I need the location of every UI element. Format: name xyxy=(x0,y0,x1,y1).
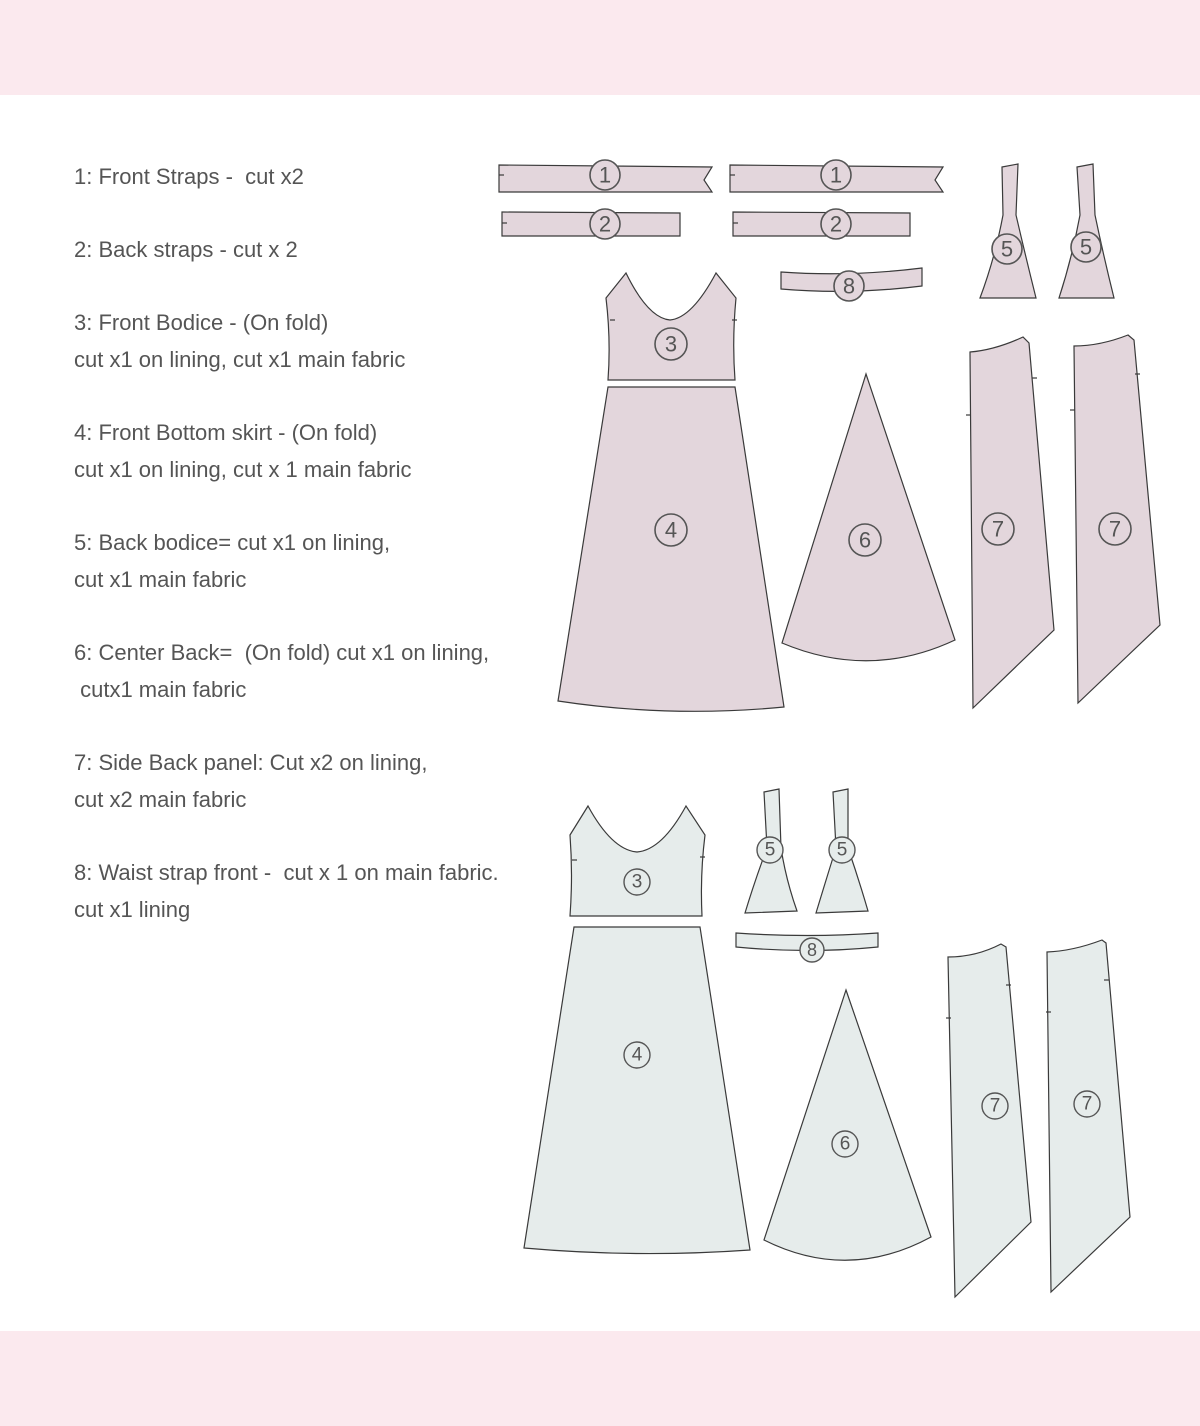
piece-side-back-panel xyxy=(948,944,1031,1297)
legend-line: 2: Back straps - cut x 2 xyxy=(74,237,298,262)
piece-number: 8 xyxy=(842,273,856,299)
piece-number-badge xyxy=(834,271,864,301)
piece-number: 4 xyxy=(664,517,678,543)
piece-number: 7 xyxy=(991,516,1005,542)
legend-line: cut x2 main fabric xyxy=(74,787,247,812)
piece-number: 3 xyxy=(631,871,643,893)
piece-number-badge xyxy=(1099,513,1131,545)
piece-number-badge xyxy=(624,869,650,895)
piece-number-badge xyxy=(821,160,851,190)
piece-number-badge xyxy=(655,514,687,546)
piece-front-bodice xyxy=(570,806,705,916)
piece-number-badge xyxy=(1074,1091,1100,1117)
piece-number-badge xyxy=(655,328,687,360)
piece-back-bodice xyxy=(1059,164,1114,298)
legend-line: cut x1 on lining, cut x 1 main fabric xyxy=(74,457,412,482)
piece-number-badge xyxy=(849,524,881,556)
piece-number: 7 xyxy=(989,1095,1001,1117)
piece-number: 8 xyxy=(806,940,818,960)
legend-line: 8: Waist strap front - cut x 1 on main fabric. xyxy=(74,860,499,885)
piece-center-back xyxy=(764,990,931,1260)
piece-number: 4 xyxy=(631,1044,643,1066)
piece-number: 5 xyxy=(1000,236,1014,262)
piece-number-badge xyxy=(590,160,620,190)
piece-number: 5 xyxy=(836,839,848,861)
piece-number-badge xyxy=(624,1042,650,1068)
piece-front-skirt xyxy=(558,387,784,711)
piece-number: 6 xyxy=(839,1133,851,1155)
piece-number-badge xyxy=(800,938,824,962)
piece-number: 1 xyxy=(829,162,843,188)
piece-number: 5 xyxy=(764,839,776,861)
piece-number-badge xyxy=(982,513,1014,545)
legend-line: 5: Back bodice= cut x1 on lining, xyxy=(74,530,391,555)
piece-front-bodice xyxy=(606,273,736,380)
piece-number-badge xyxy=(590,209,620,239)
legend-line: 6: Center Back= (On fold) cut x1 on lining, xyxy=(74,640,490,665)
piece-front-skirt xyxy=(524,927,750,1254)
piece-number: 7 xyxy=(1108,516,1122,542)
legend-line: cut x1 on lining, cut x1 main fabric xyxy=(74,347,406,372)
legend-line: 1: Front Straps - cut x2 xyxy=(74,164,304,189)
piece-number: 2 xyxy=(829,211,843,237)
legend-line: 3: Front Bodice - (On fold) xyxy=(74,310,329,335)
piece-number-badge xyxy=(821,209,851,239)
piece-back-bodice xyxy=(980,164,1036,298)
piece-number-badge xyxy=(982,1093,1008,1119)
legend-line: 4: Front Bottom skirt - (On fold) xyxy=(74,420,378,445)
lining-layout xyxy=(524,789,1130,1297)
legend-line: 7: Side Back panel: Cut x2 on lining, xyxy=(74,750,428,775)
piece-number-badge xyxy=(1071,232,1101,262)
legend-line: cut x1 main fabric xyxy=(74,567,247,592)
piece-number: 1 xyxy=(598,162,612,188)
piece-number: 2 xyxy=(598,211,612,237)
piece-number-badge xyxy=(832,1131,858,1157)
piece-center-back xyxy=(782,374,955,661)
piece-number: 3 xyxy=(664,331,678,357)
legend-line: cutx1 main fabric xyxy=(74,677,247,702)
piece-number: 7 xyxy=(1081,1093,1093,1115)
piece-number: 5 xyxy=(1079,234,1093,260)
piece-number: 6 xyxy=(858,527,872,553)
piece-number-badge xyxy=(992,234,1022,264)
piece-number-badge xyxy=(757,837,783,863)
main-fabric-layout xyxy=(499,160,1160,711)
piece-number-badge xyxy=(829,837,855,863)
legend-line: cut x1 lining xyxy=(74,897,191,922)
